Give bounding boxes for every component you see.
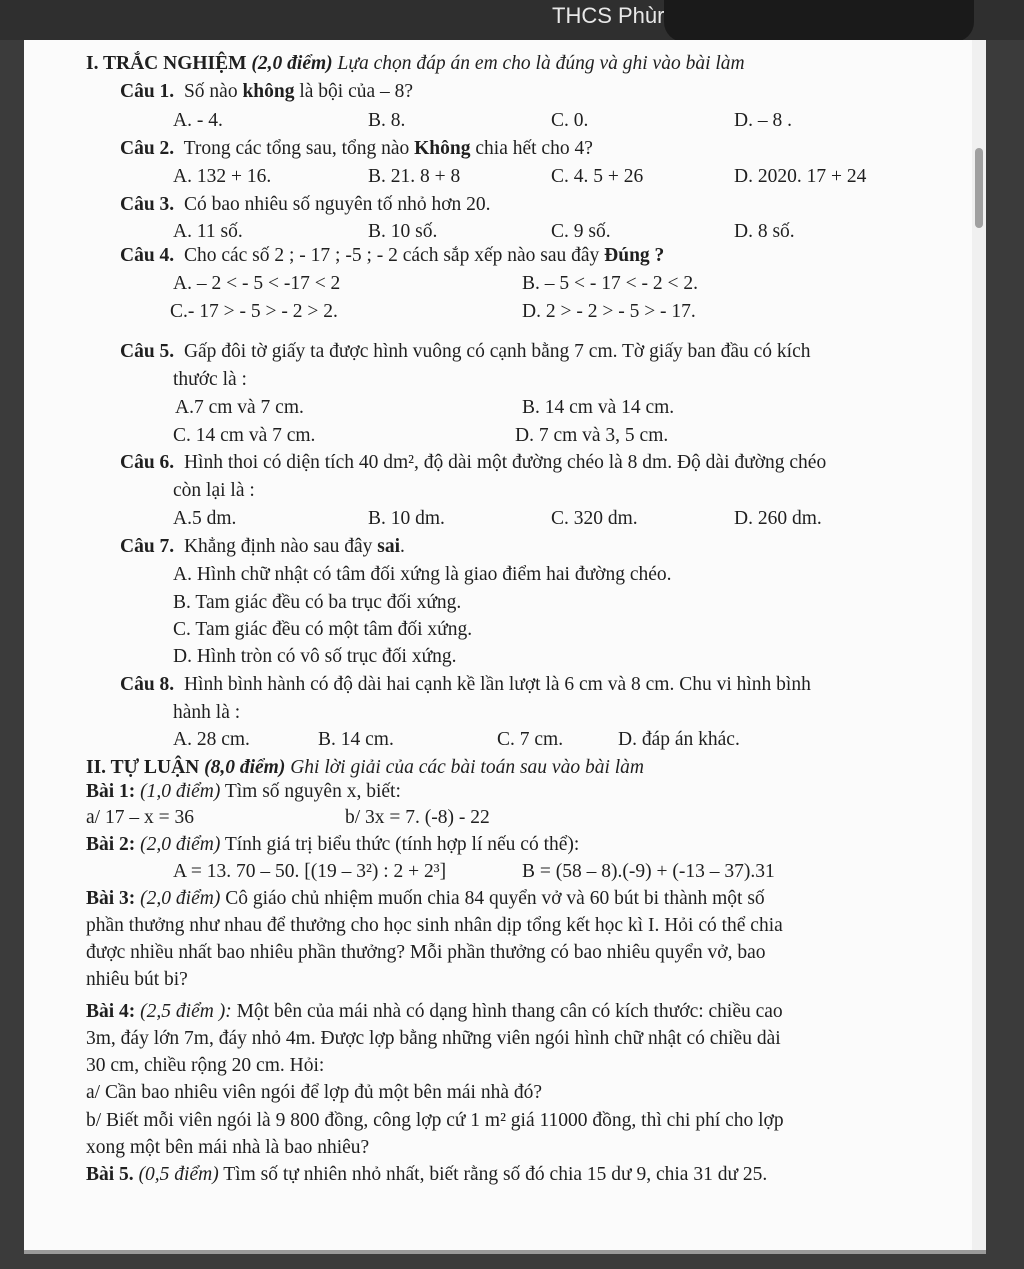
- question-7: [120, 535, 405, 559]
- exercise-text: Một bên của mái nhà có dạng hình thang cân có kích thước: chiều cao: [231, 1001, 783, 1022]
- exercise-text: Tìm số tự nhiên nhỏ nhất, biết rằng số đó chia 15 dư 9, chia 31 dư 25.: [218, 1164, 768, 1185]
- scrollbar-thumb[interactable]: [975, 148, 983, 228]
- part1-heading-line: [86, 52, 745, 76]
- option-a: A. - 4.: [173, 110, 223, 131]
- question-text-continued: còn lại là :: [173, 480, 255, 501]
- option-a: A. 11 số.: [173, 221, 243, 242]
- exercise-text: Tính giá trị biểu thức (tính hợp lí nếu có thể):: [220, 834, 580, 855]
- question-text-continued: hành là :: [173, 702, 241, 723]
- exercise-text: Cô giáo chủ nhiệm muốn chia 84 quyển vở và 60 bút bi thành một số: [220, 888, 765, 909]
- option-d: D. Hình tròn có vô số trục đối xứng.: [173, 646, 457, 667]
- exercise-points: (2,0 điểm): [140, 834, 221, 855]
- exercise-4-line: 3m, đáy lớn 7m, đáy nhỏ 4m. Được lợp bằng những viên ngói hình chữ nhật có chiều dài: [86, 1028, 781, 1049]
- question-text-end: .: [400, 536, 405, 557]
- title-overlay-pill: [664, 0, 974, 42]
- question-number: Câu 6.: [120, 452, 175, 473]
- question-number: Câu 1.: [120, 81, 175, 102]
- exercise-points: (2,5 điểm ):: [140, 1001, 232, 1022]
- exercise-3-line: được nhiều nhất bao nhiêu phần thưởng? Mỗi phần thưởng có bao nhiêu quyển vở, bao: [86, 942, 766, 963]
- part1-instruction: Lựa chọn đáp án em cho là đúng và ghi vào bài làm: [337, 53, 745, 74]
- question-emphasis: Đúng ?: [604, 245, 665, 266]
- option-c: C. 7 cm.: [497, 729, 564, 750]
- option-a: A. Hình chữ nhật có tâm đối xứng là giao điểm hai đường chéo.: [173, 564, 672, 585]
- option-b: B. 8.: [368, 110, 406, 131]
- exercise-3-line: phần thưởng như nhau để thưởng cho học sinh nhân dịp tổng kết học kì I. Hỏi có thể chia: [86, 915, 783, 936]
- exercise-2-expression-b: B = (58 – 8).(-9) + (-13 – 37).31: [522, 861, 775, 882]
- exercise-4-line: xong một bên mái nhà là bao nhiêu?: [86, 1137, 370, 1158]
- question-number: Câu 8.: [120, 674, 175, 695]
- part1-heading: I. TRẮC NGHIỆM: [86, 53, 247, 74]
- question-3: [120, 193, 491, 217]
- option-a: A. – 2 < - 5 < -17 < 2: [173, 273, 341, 294]
- option-b: B. – 5 < - 17 < - 2 < 2.: [522, 273, 698, 294]
- option-d: D. 2 > - 2 > - 5 > - 17.: [522, 301, 696, 322]
- question-4: [120, 244, 664, 268]
- window-title: THCS Phùr: [552, 3, 665, 28]
- question-text-end: chia hết cho 4?: [470, 138, 593, 159]
- question-text-end: là bội của – 8?: [294, 81, 414, 102]
- part2-heading-line: [86, 756, 644, 780]
- option-d: D. 2020. 17 + 24: [734, 166, 867, 187]
- question-emphasis: sai: [377, 536, 401, 557]
- option-a: A.7 cm và 7 cm.: [175, 397, 304, 418]
- option-d: D. – 8 .: [734, 110, 792, 131]
- exercise-label: Bài 1:: [86, 781, 136, 802]
- exercise-3-line: nhiêu bút bi?: [86, 969, 188, 990]
- question-text: Hình thoi có diện tích 40 dm², độ dài một đường chéo là 8 dm. Độ dài đường chéo: [183, 452, 827, 473]
- option-d: D. 8 số.: [734, 221, 795, 242]
- exercise-1-part-b: b/ 3x = 7. (-8) - 22: [345, 807, 490, 828]
- question-text: Gấp đôi tờ giấy ta được hình vuông có cạnh bằng 7 cm. Tờ giấy ban đầu có kích: [183, 341, 811, 362]
- option-a: A. 28 cm.: [173, 729, 250, 750]
- exercise-label: Bài 2:: [86, 834, 136, 855]
- question-2: [120, 137, 593, 161]
- option-c: C. 14 cm và 7 cm.: [173, 425, 316, 446]
- question-emphasis: không: [242, 81, 295, 102]
- page-bottom-divider: [24, 1250, 986, 1254]
- question-number: Câu 5.: [120, 341, 175, 362]
- option-a: A. 132 + 16.: [173, 166, 272, 187]
- exercise-4-part-a: a/ Cần bao nhiêu viên ngói để lợp đủ một bên mái nhà đó?: [86, 1082, 543, 1103]
- option-b: B. 14 cm và 14 cm.: [522, 397, 675, 418]
- option-b: B. Tam giác đều có ba trục đối xứng.: [173, 592, 462, 613]
- part2-instruction: Ghi lời giải của các bài toán sau vào bài làm: [290, 757, 645, 778]
- question-number: Câu 3.: [120, 194, 175, 215]
- option-d: D. đáp án khác.: [618, 729, 740, 750]
- option-b: B. 14 cm.: [318, 729, 394, 750]
- exercise-label: Bài 5.: [86, 1164, 134, 1185]
- option-c: C. 320 dm.: [551, 508, 638, 529]
- exercise-points: (2,0 điểm): [140, 888, 221, 909]
- part2-heading: II. TỰ LUẬN: [86, 757, 200, 778]
- exercise-1-part-a: a/ 17 – x = 36: [86, 807, 194, 828]
- exercise-2-expression-a: A = 13. 70 – 50. [(19 – 3²) : 2 + 2³]: [173, 861, 447, 882]
- question-number: Câu 7.: [120, 536, 175, 557]
- exercise-4-part-b: b/ Biết mỗi viên ngói là 9 800 đồng, công lợp cứ 1 m² giá 11000 đồng, thì chi phí cho lợp: [86, 1110, 784, 1131]
- option-a: A.5 dm.: [173, 508, 237, 529]
- question-text: Số nào: [183, 81, 243, 102]
- question-6: [120, 451, 826, 475]
- exercise-4: [86, 1000, 783, 1024]
- question-emphasis: Không: [414, 138, 471, 159]
- question-5: [120, 340, 810, 364]
- question-text-continued: thước là :: [173, 369, 247, 390]
- option-c: C. 4. 5 + 26: [551, 166, 644, 187]
- question-number: Câu 4.: [120, 245, 175, 266]
- option-b: B. 10 số.: [368, 221, 438, 242]
- exercise-label: Bài 4:: [86, 1001, 136, 1022]
- exercise-text: Tìm số nguyên x, biết:: [220, 781, 401, 802]
- question-1: [120, 80, 413, 104]
- exercise-label: Bài 3:: [86, 888, 136, 909]
- question-number: Câu 2.: [120, 138, 175, 159]
- question-text: Trong các tổng sau, tổng nào: [183, 138, 415, 159]
- question-text: Cho các số 2 ; - 17 ; -5 ; - 2 cách sắp xếp nào sau đây: [183, 245, 605, 266]
- question-8: [120, 673, 811, 697]
- option-c: C. 0.: [551, 110, 589, 131]
- part1-points: (2,0 điểm): [251, 53, 333, 74]
- option-c: C. Tam giác đều có một tâm đối xứng.: [173, 619, 473, 640]
- option-c: C. 9 số.: [551, 221, 611, 242]
- exercise-5: [86, 1163, 767, 1187]
- question-text: Có bao nhiêu số nguyên tố nhỏ hơn 20.: [183, 194, 491, 215]
- exercise-points: (0,5 điểm): [138, 1164, 219, 1185]
- option-b: B. 10 dm.: [368, 508, 445, 529]
- option-b: B. 21. 8 + 8: [368, 166, 461, 187]
- option-c: C.- 17 > - 5 > - 2 > 2.: [170, 301, 338, 322]
- option-d: D. 260 dm.: [734, 508, 822, 529]
- option-d: D. 7 cm và 3, 5 cm.: [515, 425, 669, 446]
- exercise-1: [86, 780, 401, 804]
- exercise-4-line: 30 cm, chiều rộng 20 cm. Hỏi:: [86, 1055, 325, 1076]
- question-text: Hình bình hành có độ dài hai cạnh kề lần lượt là 6 cm và 8 cm. Chu vi hình bình: [183, 674, 811, 695]
- question-text: Khẳng định nào sau đây: [183, 536, 378, 557]
- part2-points: (8,0 điểm): [204, 757, 286, 778]
- exercise-2: [86, 833, 579, 857]
- exercise-points: (1,0 điểm): [140, 781, 221, 802]
- exercise-3: [86, 887, 765, 911]
